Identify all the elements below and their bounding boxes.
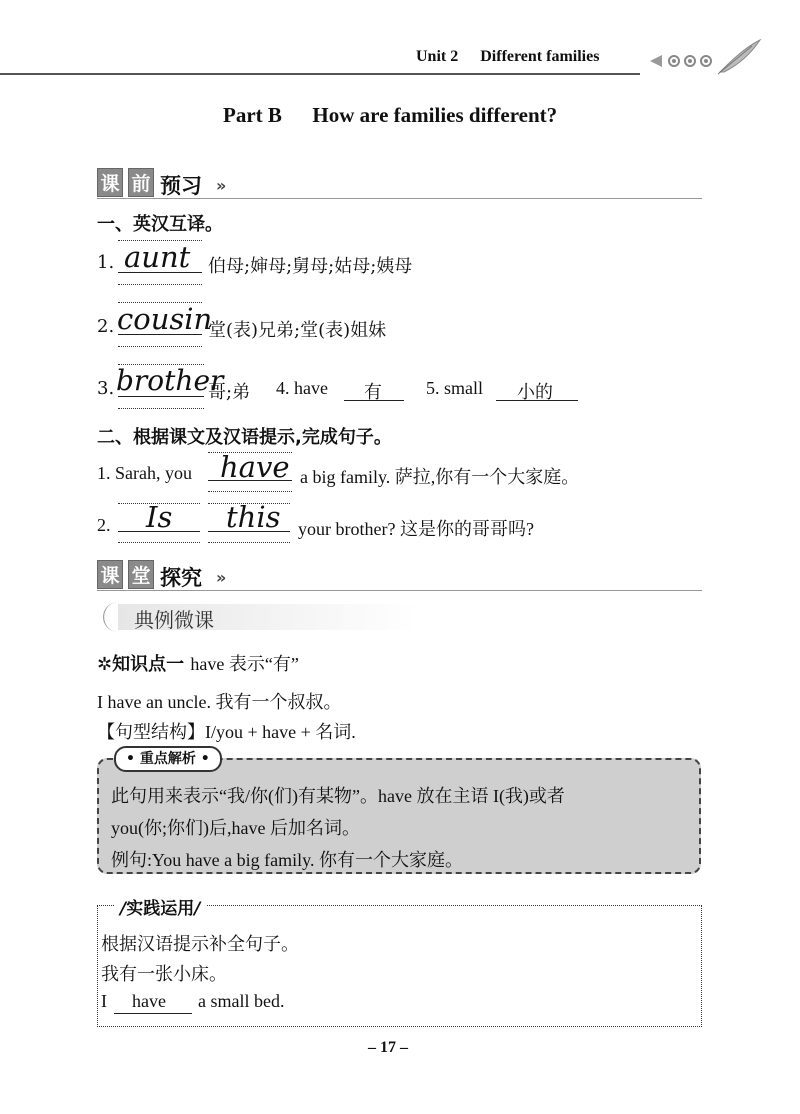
vocab-item-3-meaning: 哥;弟 [208,382,251,403]
guide-line [118,284,202,285]
vocab-item-2-answer: cousin [117,302,213,336]
guide-line [118,408,204,409]
sentence-1-suffix: a big family. 萨拉,你有一个大家庭。 [300,467,580,487]
answer-line [208,480,292,481]
knowledge-point [97,650,299,676]
class-title: 探究 [160,566,202,590]
feather-decoration-icon [648,36,768,80]
preview-chevron-icon: » [216,176,227,195]
guide-line [208,491,292,492]
practice-tag: /实践运用/ [114,894,206,919]
star-icon: ✲ [97,654,113,675]
guide-line [208,542,290,543]
page-number: – 17 – [368,1039,408,1056]
vocab-item-2-num: 2. [97,316,115,337]
unit-title: Different families [480,48,600,65]
section2-heading: 二、根据课文及汉语提示,完成句子。 [97,427,392,448]
part-title [223,103,557,128]
part-label: Part B [223,103,282,127]
vocab-item-3-num: 3. [97,378,115,399]
example-sentence: I have an uncle. 我有一个叔叔。 [97,692,342,712]
analysis-tag-label: 重点解析 [139,751,196,767]
practice-line-1: 根据汉语提示补全句子。 [101,934,299,955]
sentence-1-answer: have [220,450,290,484]
preview-title: 预习 [160,174,202,198]
vocab-item-5-label: 5. small [426,378,483,398]
answer-line [118,531,200,532]
guide-line [118,346,202,347]
header-rule [0,73,640,75]
knowledge-point-label: 知识点一 [112,654,185,675]
practice-suffix: a small bed. [198,991,285,1011]
answer-line [496,400,578,401]
practice-answer: have [132,991,166,1011]
answer-line [118,334,202,335]
analysis-line-2: you(你;你们)后,have 后加名词。 [111,818,360,838]
answer-line [114,1013,192,1014]
vocab-item-3-answer: brother [116,364,224,397]
guide-line [118,542,200,543]
analysis-tag: • 重点解析 • [114,746,222,772]
analysis-line-1: 此句用来表示“我/你(们)有某物”。have 放在主语 I(我)或者 [111,786,565,806]
class-chevron-icon: » [216,568,227,587]
answer-line [118,272,202,273]
preview-badge-2: 前 [128,168,154,197]
vocab-item-4-answer: 有 [364,382,382,403]
class-rule [97,590,702,591]
vocab-item-2-meaning: 堂(表)兄弟;堂(表)姐妹 [208,320,387,341]
vocab-item-5-answer: 小的 [517,382,553,403]
answer-line [118,396,204,397]
vocab-item-1-meaning: 伯母;婶母;舅母;姑母;姨母 [208,256,413,277]
sentence-2-answer-2: this [226,500,281,534]
structure-text: I/you + have + 名词. [205,722,356,742]
preview-rule [97,198,702,199]
analysis-line-3: 例句:You have a big family. 你有一个大家庭。 [111,850,463,870]
practice-prefix: I [101,991,107,1011]
answer-line [344,400,404,401]
preview-badge-1: 课 [97,168,123,197]
practice-tag-label: 实践运用 [126,899,195,919]
unit-label: Unit 2 [416,48,459,65]
class-badge-2: 堂 [128,560,154,589]
sentence-1-prefix: 1. Sarah, you [97,463,192,483]
practice-line-2: 我有一张小床。 [101,964,227,985]
vocab-item-1-num: 1. [97,252,115,273]
answer-line [208,531,290,532]
class-badge-1: 课 [97,560,123,589]
part-question: How are families different? [312,103,558,127]
structure-label: 【句型结构】 [97,722,205,743]
example-title: 典例微课 [134,608,214,632]
knowledge-point-text: have 表示“有” [190,654,299,674]
vocab-item-1-answer: aunt [124,240,191,274]
section1-heading: 一、英汉互译。 [97,214,223,235]
vocab-item-4-label: 4. have [276,378,328,398]
structure-line [97,718,356,744]
sentence-2-num: 2. [97,515,111,535]
running-header [416,48,599,66]
sentence-2-answer-1: Is [146,500,173,534]
sentence-2-suffix: your brother? 这是你的哥哥吗? [298,519,534,539]
